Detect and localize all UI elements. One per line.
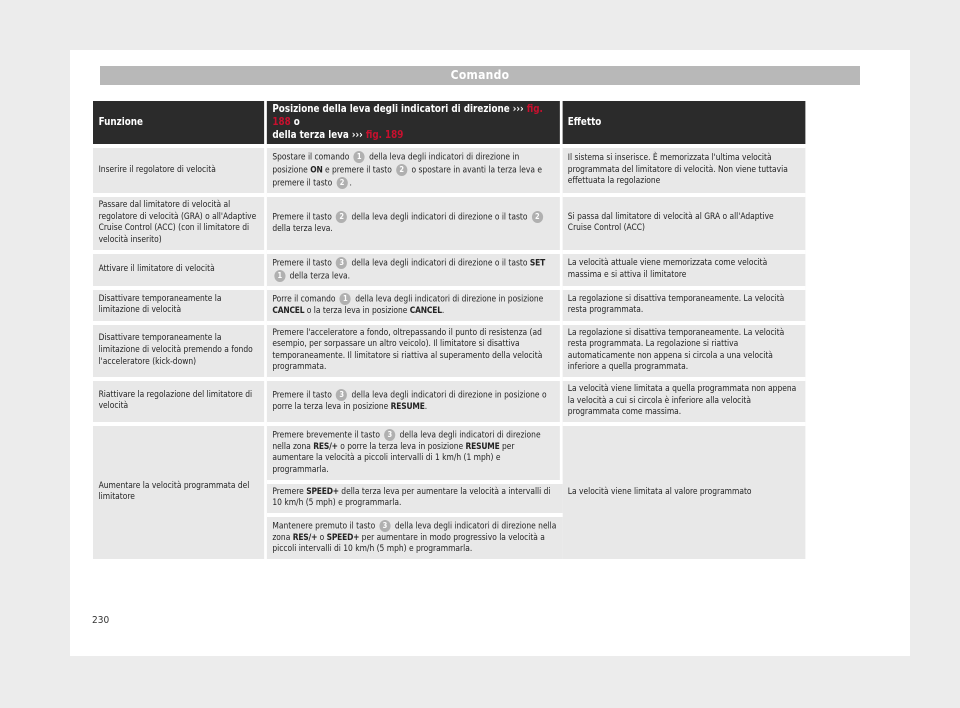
cell-funzione: Inserire il regolatore di velocità: [93, 144, 267, 193]
text: o spostare in avanti la terza leva e premere il tasto: [272, 165, 542, 189]
cell-posizione: [267, 422, 562, 480]
text: .: [424, 402, 428, 413]
text: della terza leva.: [289, 271, 351, 282]
number-badge: 2: [532, 211, 543, 223]
number-badge: 2: [336, 211, 347, 223]
header-effetto: Effetto: [562, 101, 805, 144]
number-badge: 3: [379, 520, 390, 532]
cell-effetto: La velocità attuale viene memorizzata come velocità massima e si attiva il limitatore: [562, 250, 805, 286]
cell-effetto: Il sistema si inserisce. È memorizzata l'ultima velocità programmata del limitatore di velocità. Non viene tuttavia effettuata la regolazione: [562, 144, 805, 193]
key-label: CANCEL: [272, 305, 305, 316]
text: Porre il comando: [272, 294, 336, 305]
text: della leva degli indicatori di direzione in posizione: [272, 152, 520, 176]
text: .: [441, 305, 445, 316]
key-label: ON: [310, 165, 323, 176]
cell-funzione: Disattivare temporaneamente la limitazione di velocità premendo a fondo l'acceleratore (kick-down): [93, 321, 267, 377]
header-posizione: [267, 101, 562, 144]
text: o: [319, 532, 325, 543]
cell-effetto: La velocità viene limitata a quella programmata non appena la velocità a cui si circola è inferiore alla velocità programmata come massima.: [562, 377, 805, 422]
command-table: [93, 101, 805, 559]
cell-posizione: [267, 480, 562, 513]
cell-posizione: [267, 377, 562, 422]
cell-effetto: La regolazione si disattiva temporaneamente. La velocità resta programmata. La regolazione si riattiva automaticamente non appena si circola a una velocità inferiore a quella programmata.: [562, 321, 805, 377]
cell-funzione: Passare dal limitatore di velocità al regolatore di velocità (GRA) o all'Adaptive Cruise Control (ACC) (con il limitatore di velocità inserito): [93, 193, 267, 249]
arrows-2: ›››: [351, 129, 363, 141]
text: della leva degli indicatori di direzione in posizione o porre la terza leva in posizione: [272, 390, 547, 413]
header-o: o: [293, 116, 300, 128]
text: della leva degli indicatori di direzione in posizione: [355, 294, 544, 305]
text: .: [349, 178, 352, 189]
table-row: [93, 250, 805, 286]
section-banner: Comando: [100, 66, 860, 85]
table-row: [93, 144, 805, 193]
number-badge: 1: [274, 270, 285, 282]
text: della leva degli indicatori di direzione o il tasto: [351, 212, 528, 223]
header-funzione: Funzione: [93, 101, 267, 144]
table-header-row: [93, 101, 805, 144]
text: per aumentare in modo progressivo la velocità a piccoli intervalli di 10 km/h (5 mph) e programmarla.: [272, 532, 545, 555]
cell-funzione: Disattivare temporaneamente la limitazione di velocità: [93, 286, 267, 321]
number-badge: 2: [336, 177, 347, 189]
number-badge: 3: [384, 429, 395, 441]
number-badge: 1: [340, 293, 351, 305]
fig-188-link[interactable]: fig. 188: [272, 103, 543, 128]
cell-effetto: La regolazione si disattiva temporaneamente. La velocità resta programmata.: [562, 286, 805, 321]
text: o la terza leva in posizione: [306, 305, 408, 316]
text: o porre la terza leva in posizione: [340, 441, 464, 452]
cell-posizione: [267, 144, 562, 193]
number-badge: 3: [336, 389, 347, 401]
cell-posizione: Premere l'acceleratore a fondo, oltrepassando il punto di resistenza (ad esempio, per sorpassare un altro veicolo). Il limitatore si disattiva temporaneamente. Il limitatore si riattiva al superamento della velocità programmata.: [267, 321, 562, 377]
text: Premere il tasto: [272, 258, 332, 269]
cell-funzione: Aumentare la velocità programmata del limitatore: [93, 422, 267, 559]
key-label: RESUME: [465, 441, 500, 452]
cell-posizione: [267, 513, 562, 559]
key-label: SET: [529, 258, 546, 269]
text: Premere brevemente il tasto: [272, 430, 380, 441]
cell-funzione: Riattivare la regolazione del limitatore di velocità: [93, 377, 267, 422]
fig-189-link[interactable]: fig. 189: [365, 129, 404, 141]
table-row: [93, 193, 805, 249]
text: Premere il tasto: [272, 212, 332, 223]
arrows-1: ›››: [512, 103, 524, 115]
header-posizione-mid: della terza leva: [272, 129, 349, 141]
key-label: RESUME: [390, 402, 425, 413]
text: Mantenere premuto il tasto: [272, 521, 376, 532]
text: Spostare il comando: [272, 152, 350, 163]
table-row: [93, 321, 805, 377]
text: Premere: [272, 486, 304, 497]
header-posizione-text: Posizione della leva degli indicatori di direzione: [272, 103, 510, 115]
number-badge: 3: [336, 257, 347, 269]
text: della leva degli indicatori di direzione nella zona: [272, 521, 557, 543]
text: e premere il tasto: [324, 165, 392, 176]
text: per aumentare la velocità a piccoli intervalli di 1 km/h (1 mph) e programmarla.: [272, 441, 515, 475]
cell-effetto: La velocità viene limitata al valore programmato: [562, 422, 805, 559]
key-label: SPEED+: [306, 486, 339, 497]
text: Premere il tasto: [272, 390, 332, 401]
key-label: SPEED+: [326, 532, 360, 543]
cell-posizione: [267, 193, 562, 249]
text: della leva degli indicatori di direzione o il tasto: [351, 258, 528, 269]
text: della leva degli indicatori di direzione nella zona: [272, 430, 541, 452]
number-badge: 2: [396, 164, 407, 176]
table-row: [93, 377, 805, 422]
number-badge: 1: [354, 151, 365, 163]
cell-posizione: [267, 286, 562, 321]
table-row: [93, 422, 805, 480]
cell-funzione: Attivare il limitatore di velocità: [93, 250, 267, 286]
cell-posizione: [267, 250, 562, 286]
text: della terza leva.: [272, 224, 333, 235]
cell-effetto: Si passa dal limitatore di velocità al GRA o all'Adaptive Cruise Control (ACC): [562, 193, 805, 249]
text: della terza leva per aumentare la velocità a intervalli di 10 km/h (5 mph) e programmarla.: [272, 486, 551, 509]
page-number: 230: [92, 615, 110, 626]
table-row: [93, 286, 805, 321]
key-label: RES/+: [292, 532, 318, 543]
key-label: RES/+: [313, 441, 338, 452]
key-label: CANCEL: [409, 305, 442, 316]
